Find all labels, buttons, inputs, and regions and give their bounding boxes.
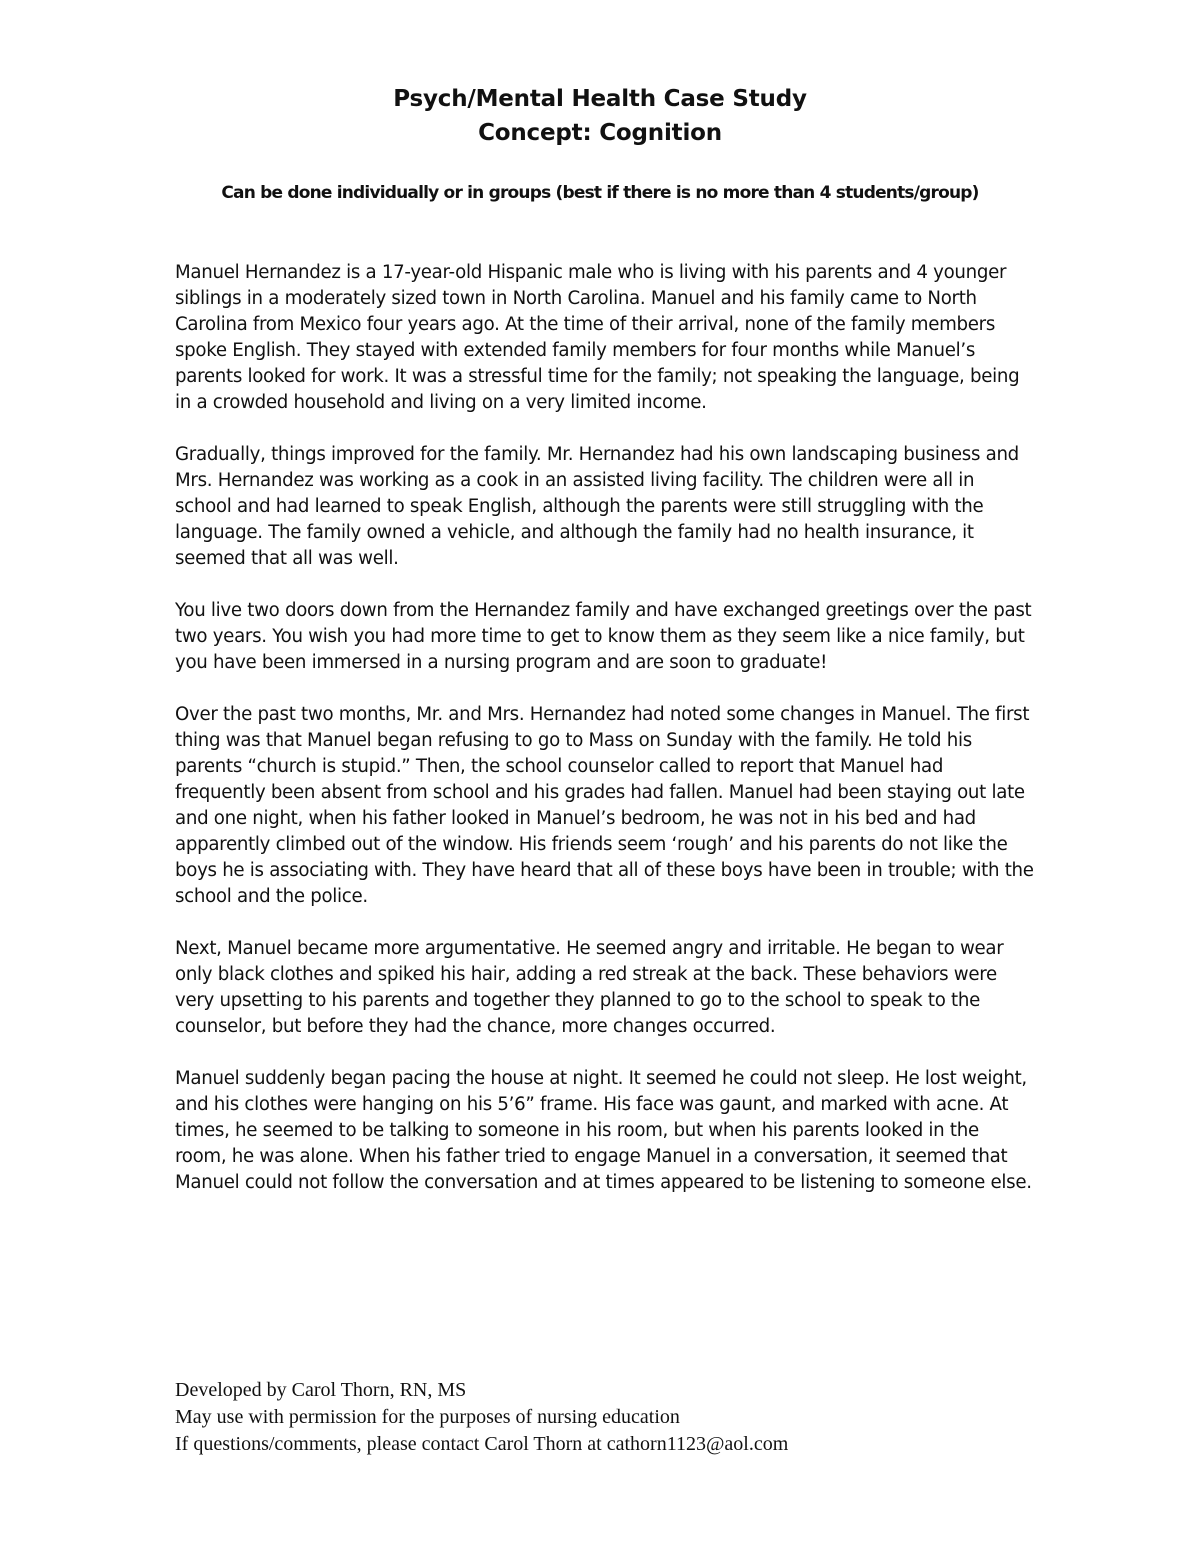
paragraph-background: Manuel Hernandez is a 17-year-old Hispanic male who is living with his parents and 4 younger siblings in a moderately sized town in North Carolina. Manuel and his family came to North Carolina from Mexico four years ago. At the time of their arrival, none of the family members spoke English. They stayed with extended family members for four months while Manuel’s parents looked for work. It was a stressful time for the family; not speaking the language, being in a crowded household and living on a very limited income. <box>175 262 1020 413</box>
document-footer <box>175 1377 1075 1458</box>
author-credit: Developed by Carol Thorn, RN, MS <box>175 1379 467 1401</box>
paragraph-symptoms: Manuel suddenly began pacing the house at night. It seemed he could not sleep. He lost weight, and his clothes were hanging on his 5’6” frame. His face was gaunt, and marked with acne. At times, he seemed to be talking to someone in his room, but when his parents looked in the room, he was alone. When his father tried to engage Manuel in a conversation, it seemed that Manuel could not follow the conversation and at times appeared to be listening to someone else. <box>175 1068 1032 1193</box>
paragraph-improvement: Gradually, things improved for the family. Mr. Hernandez had his own landscaping business and Mrs. Hernandez was working as a cook in an assisted living facility. The children were all in school and had learned to speak English, although the parents were still struggling with the language. The family owned a vehicle, and although the family had no health insurance, it seemed that all was well. <box>175 444 1019 569</box>
title-block <box>0 82 1200 150</box>
usage-permission: May use with permission for the purposes of nursing education <box>175 1406 680 1428</box>
concept-heading: Concept: Cognition <box>478 120 722 146</box>
contact-info: If questions/comments, please contact Carol Thorn at cathorn1123@aol.com <box>175 1433 789 1455</box>
page-title: Psych/Mental Health Case Study <box>393 86 807 112</box>
paragraph-neighbor: You live two doors down from the Hernandez family and have exchanged greetings over the past two years. You wish you had more time to get to know them as they seem like a nice family, but you have been immersed in a nursing program and are soon to graduate! <box>175 600 1032 673</box>
paragraph-behavior: Next, Manuel became more argumentative. He seemed angry and irritable. He began to wear only black clothes and spiked his hair, adding a red streak at the back. These behaviors were very upsetting to his parents and together they planned to go to the school to speak to the counselor, but before they had the chance, more changes occurred. <box>175 938 1004 1037</box>
group-instructions: Can be done individually or in groups (best if there is no more than 4 students/group) <box>221 183 979 203</box>
paragraph-changes: Over the past two months, Mr. and Mrs. Hernandez had noted some changes in Manuel. The first thing was that Manuel began refusing to go to Mass on Sunday with the family. He told his parents “church is stupid.” Then, the school counselor called to report that Manuel had frequently been absent from school and his grades had fallen. Manuel had been staying out late and one night, when his father looked in Manuel’s bedroom, he was not in his bed and had apparently climbed out of the window. His friends seem ‘rough’ and his parents do not like the boys he is associating with. They have heard that all of these boys have been in trouble; with the school and the police. <box>175 704 1034 907</box>
case-study-body <box>175 260 1035 1222</box>
